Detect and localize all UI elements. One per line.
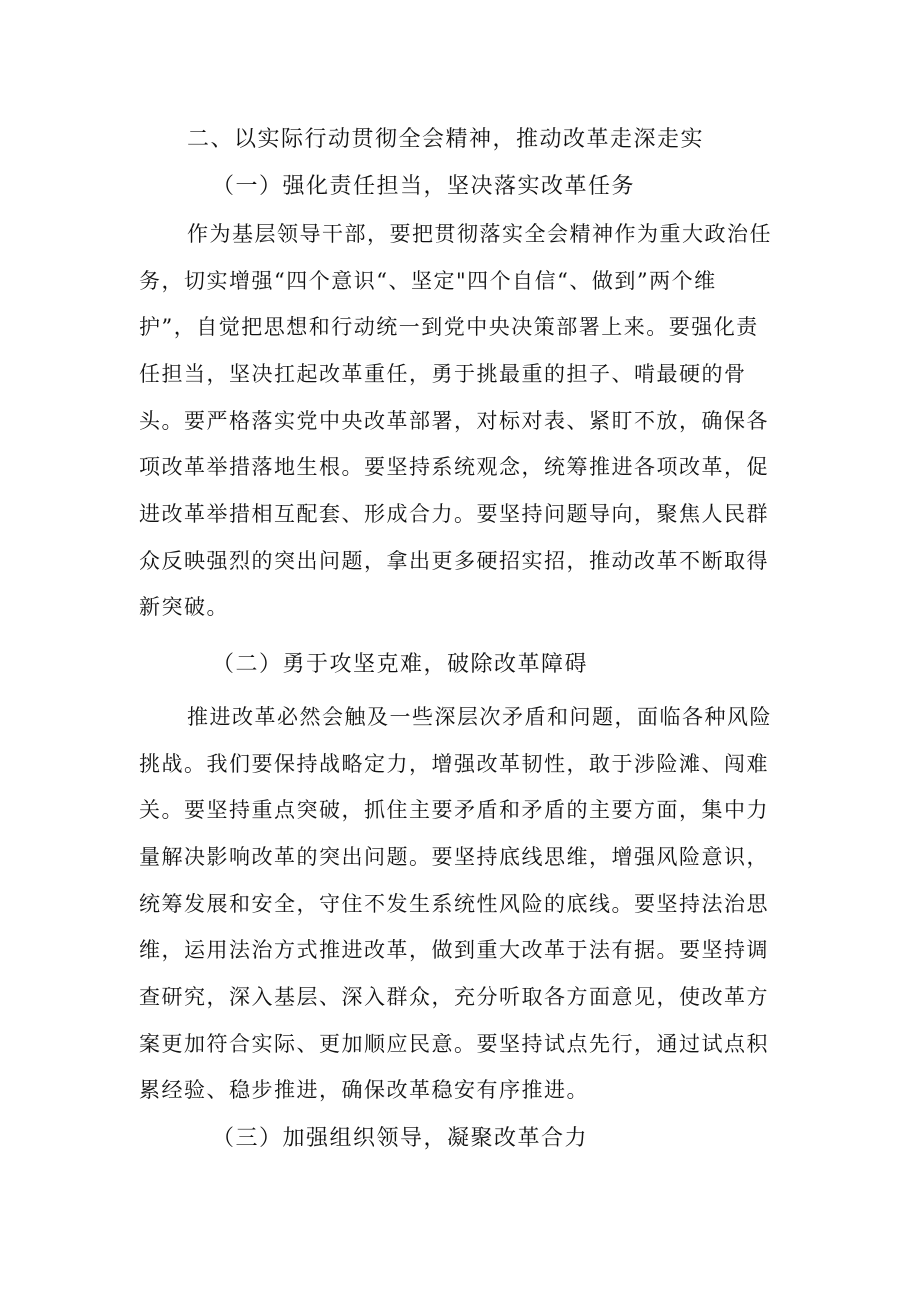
paragraph-2-line: 统筹发展和安全，守住不发生系统性风险的底线。要坚持法治思 [139,892,769,916]
paragraph-2-line: 量解决影响改革的突出问题。要坚持底线思维，增强风险意识， [139,845,769,869]
paragraph-1-line: 项改革举措落地生根。要坚持系统观念，统筹推进各项改革，促 [139,455,769,479]
paragraph-1-line: 新突破。 [139,595,229,619]
subsection-3-title: （三）加强组织领导，凝聚改革合力 [212,1126,589,1151]
paragraph-2-line: 关。要坚持重点突破，抓住主要矛盾和矛盾的主要方面，集中力 [139,798,769,822]
paragraph-2-line: 累经验、稳步推进，确保改革稳安有序推进。 [139,1078,589,1102]
subsection-1-title: （一）强化责任担当，坚决落实改革任务 [212,174,636,199]
paragraph-2-line: 维，运用法治方式推进改革，做到重大改革于法有据。要坚持调 [139,938,769,962]
paragraph-1-line: 进改革举措相互配套、形成合力。要坚持问题导向，聚焦人民群 [139,502,769,526]
paragraph-2-line: 挑战。我们要保持战略定力，增强改革韧性，敢于涉险滩、闯难 [139,752,769,776]
paragraph-2-line: 案更加符合实际、更加顺应民意。要坚持试点先行，通过试点积 [139,1032,769,1056]
paragraph-1-line: 任担当，坚决扛起改革重任，勇于挑最重的担子、啃最硬的骨 [139,362,747,386]
paragraph-1-line: 务，切实增强“四个意识“、坚定"四个自信“、做到”两个维 [139,269,717,293]
paragraph-1-line: 头。要严格落实党中央改革部署，对标对表、紧盯不放，确保各 [139,409,769,433]
paragraph-2-line: 推进改革必然会触及一些深层次矛盾和问题，面临各种风险 [187,705,772,729]
paragraph-1-line: 作为基层领导干部，要把贯彻落实全会精神作为重大政治任 [187,222,772,246]
paragraph-1-line: 护”，自觉把思想和行动统一到党中央决策部署上来。要强化责 [139,315,759,339]
paragraph-2-line: 查研究，深入基层、深入群众，充分听取各方面意见，使改革方 [139,985,769,1009]
paragraph-1-line: 众反映强烈的突出问题，拿出更多硬招实招，推动改革不断取得 [139,549,769,573]
section-title: 二、以实际行动贯彻全会精神，推动改革走深走实 [187,127,705,152]
subsection-2-title: （二）勇于攻坚克难，破除改革障碍 [212,652,589,677]
